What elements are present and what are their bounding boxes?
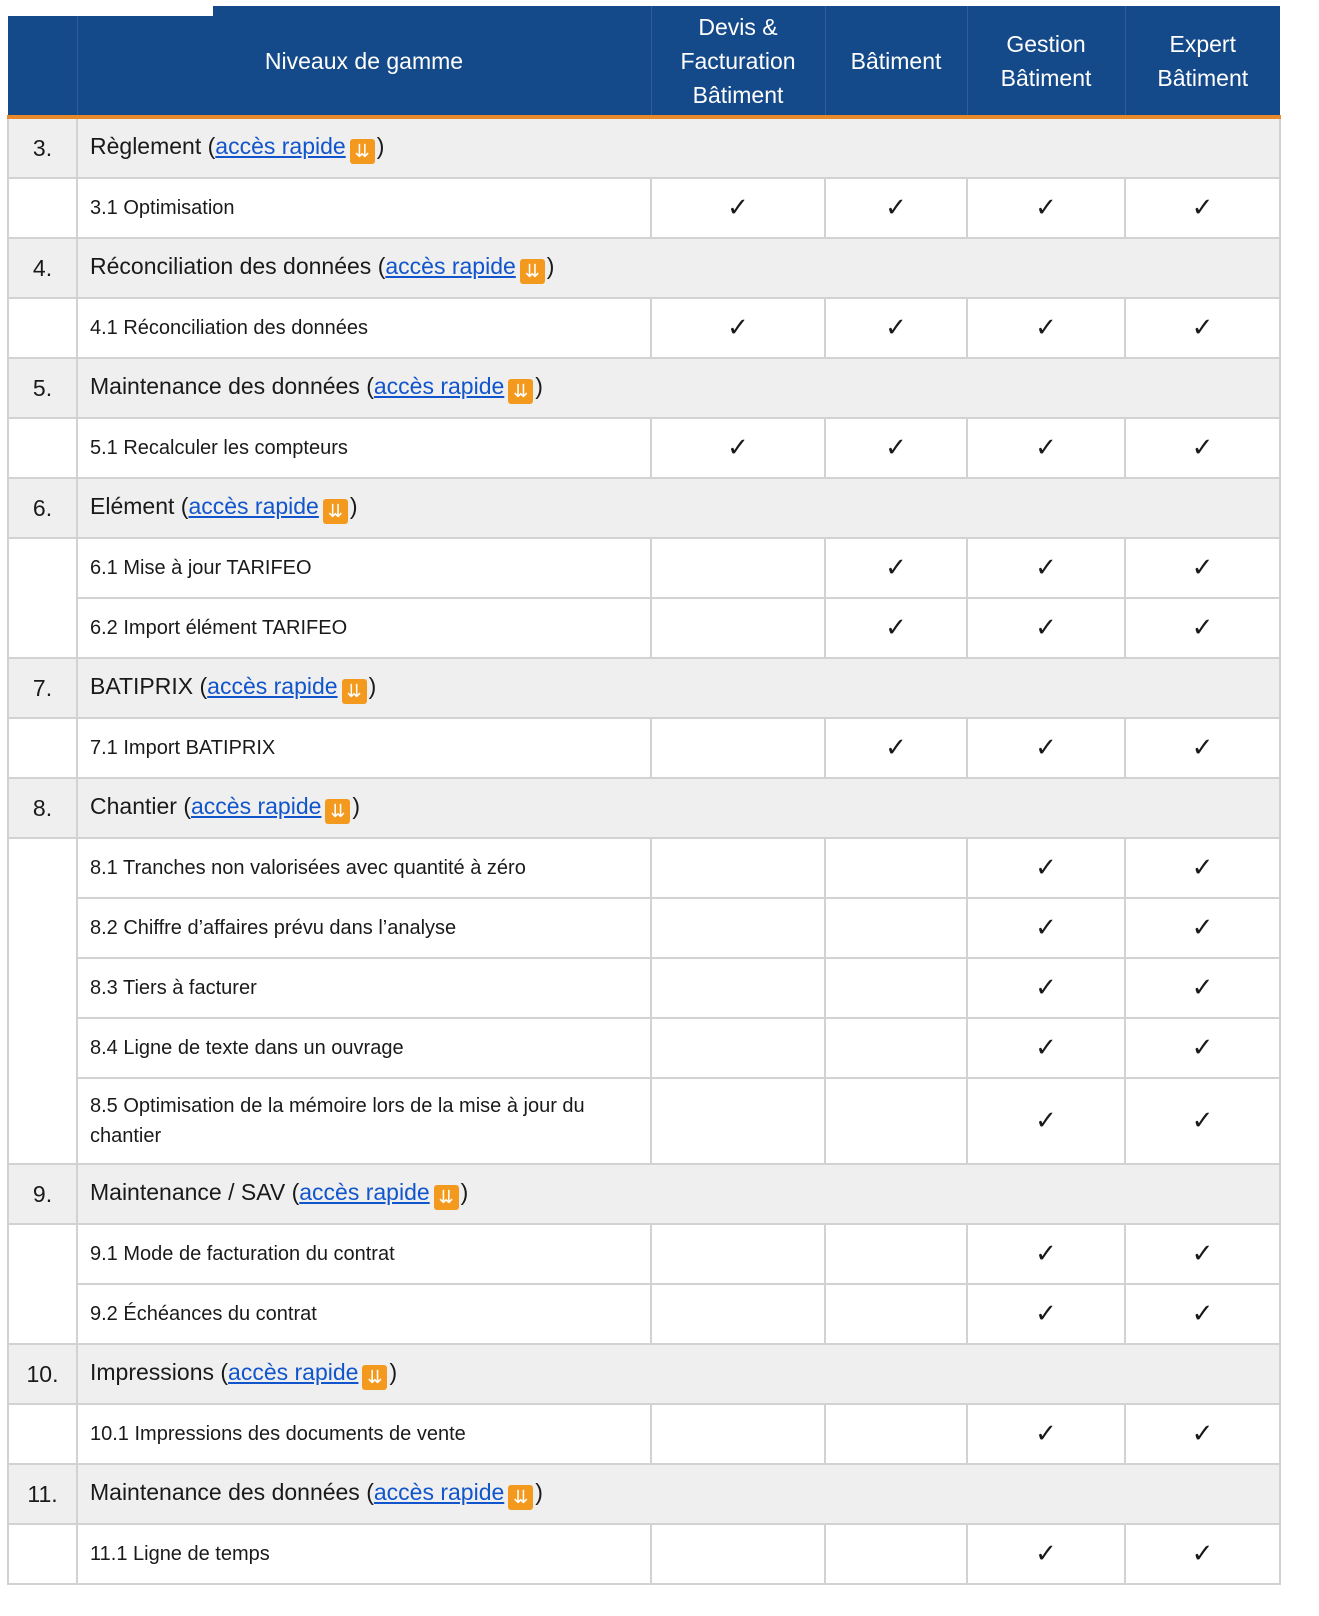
close-paren: ) — [535, 372, 543, 399]
empty-check-cell — [651, 718, 825, 778]
empty-check-cell — [651, 1224, 825, 1284]
section-title: Maintenance / SAV — [90, 1178, 292, 1205]
section-title: Réconciliation des données — [90, 252, 378, 279]
close-paren: ) — [460, 1178, 469, 1205]
quick-access-link[interactable]: accès rapide — [215, 132, 346, 159]
open-paren: ( — [366, 1478, 374, 1505]
empty-check-cell — [651, 1524, 825, 1584]
item-label: 8.5 Optimisation de la mémoire lors de la mise à jour du chantier — [77, 1078, 651, 1164]
quick-access-link[interactable]: accès rapide — [228, 1358, 359, 1385]
quick-access-link[interactable]: accès rapide — [188, 492, 319, 519]
section-title: Impressions — [90, 1358, 221, 1385]
section-row — [8, 1344, 1280, 1404]
section-row — [8, 478, 1280, 538]
empty-number-cell — [8, 538, 77, 658]
double-down-arrow-icon[interactable]: ⇊ — [362, 1365, 387, 1390]
checkmark-icon: ✓ — [1125, 718, 1280, 778]
table-row — [8, 898, 1280, 958]
quick-access-link[interactable]: accès rapide — [373, 372, 505, 399]
checkmark-icon: ✓ — [651, 418, 825, 478]
close-paren: ) — [535, 1478, 543, 1505]
double-down-arrow-icon[interactable]: ⇊ — [520, 259, 545, 284]
empty-check-cell — [825, 898, 967, 958]
empty-check-cell — [825, 1018, 967, 1078]
checkmark-icon: ✓ — [1125, 538, 1280, 598]
empty-check-cell — [825, 1078, 967, 1164]
checkmark-icon: ✓ — [967, 1284, 1125, 1344]
table-row — [8, 418, 1280, 478]
empty-number-cell — [8, 1224, 77, 1344]
empty-number-cell — [8, 1524, 77, 1584]
open-paren: ( — [220, 1358, 229, 1385]
close-paren: ) — [376, 132, 385, 159]
section-number: 9. — [8, 1164, 77, 1224]
table-row — [8, 838, 1280, 898]
empty-check-cell — [651, 838, 825, 898]
checkmark-icon: ✓ — [1125, 1224, 1280, 1284]
header-notch — [7, 6, 213, 16]
close-paren: ) — [349, 492, 358, 519]
checkmark-icon: ✓ — [967, 178, 1125, 238]
item-label: 11.1 Ligne de temps — [77, 1524, 651, 1584]
checkmark-icon: ✓ — [1125, 298, 1280, 358]
double-down-arrow-icon[interactable]: ⇊ — [342, 679, 367, 704]
section-number: 11. — [8, 1464, 77, 1524]
section-number: 3. — [8, 117, 77, 178]
item-label: 4.1 Réconciliation des données — [77, 298, 651, 358]
section-title-cell — [77, 1344, 1280, 1404]
empty-check-cell — [825, 958, 967, 1018]
open-paren: ( — [291, 1178, 300, 1205]
header-corner — [8, 6, 77, 117]
close-paren: ) — [352, 792, 361, 819]
empty-check-cell — [651, 1284, 825, 1344]
table-row — [8, 178, 1280, 238]
checkmark-icon: ✓ — [1125, 418, 1280, 478]
section-title: Elément — [90, 492, 181, 519]
empty-number-cell — [8, 1404, 77, 1464]
table-row — [8, 1018, 1280, 1078]
checkmark-icon: ✓ — [1125, 1524, 1280, 1584]
empty-check-cell — [825, 1524, 967, 1584]
section-row — [8, 658, 1280, 718]
open-paren: ( — [199, 672, 208, 699]
section-row — [8, 1164, 1280, 1224]
checkmark-icon: ✓ — [651, 298, 825, 358]
empty-number-cell — [8, 838, 77, 1164]
header-col-gestion-batiment: Gestion Bâtiment — [967, 6, 1125, 117]
checkmark-icon: ✓ — [967, 1524, 1125, 1584]
double-down-arrow-icon[interactable]: ⇊ — [325, 799, 350, 824]
section-row — [8, 117, 1280, 178]
item-label: 8.3 Tiers à facturer — [77, 958, 651, 1018]
checkmark-icon: ✓ — [1125, 1284, 1280, 1344]
empty-check-cell — [825, 838, 967, 898]
checkmark-icon: ✓ — [967, 1018, 1125, 1078]
quick-access-link[interactable]: accès rapide — [207, 672, 338, 699]
checkmark-icon: ✓ — [1125, 598, 1280, 658]
section-title-cell — [77, 1464, 1280, 1524]
close-paren: ) — [546, 252, 555, 279]
section-title: Chantier — [90, 792, 184, 819]
checkmark-icon: ✓ — [825, 298, 967, 358]
section-title-cell — [77, 1164, 1280, 1224]
section-number: 7. — [8, 658, 77, 718]
checkmark-icon: ✓ — [967, 1224, 1125, 1284]
checkmark-icon: ✓ — [825, 418, 967, 478]
empty-check-cell — [825, 1284, 967, 1344]
table-row — [8, 1404, 1280, 1464]
double-down-arrow-icon[interactable]: ⇊ — [323, 499, 348, 524]
checkmark-icon: ✓ — [967, 1404, 1125, 1464]
open-paren: ( — [207, 132, 216, 159]
section-number: 8. — [8, 778, 77, 838]
table-row — [8, 1284, 1280, 1344]
checkmark-icon: ✓ — [967, 718, 1125, 778]
section-title: BATIPRIX — [90, 672, 200, 699]
empty-number-cell — [8, 298, 77, 358]
quick-access-link[interactable]: accès rapide — [373, 1478, 505, 1505]
empty-check-cell — [651, 1018, 825, 1078]
open-paren: ( — [183, 792, 191, 819]
checkmark-icon: ✓ — [967, 538, 1125, 598]
header-col-batiment: Bâtiment — [825, 6, 967, 117]
header-col-devis-facturation: Devis & Facturation Bâtiment — [651, 6, 825, 117]
close-paren: ) — [389, 1358, 398, 1385]
item-label: 3.1 Optimisation — [77, 178, 651, 238]
open-paren: ( — [366, 372, 374, 399]
table-row — [8, 958, 1280, 1018]
open-paren: ( — [377, 252, 386, 279]
section-title-cell — [77, 778, 1280, 838]
item-label: 6.2 Import élément TARIFEO — [77, 598, 651, 658]
checkmark-icon: ✓ — [1125, 838, 1280, 898]
section-number: 10. — [8, 1344, 77, 1404]
empty-check-cell — [651, 898, 825, 958]
double-down-arrow-icon[interactable]: ⇊ — [508, 379, 533, 404]
section-number: 6. — [8, 478, 77, 538]
section-title-cell — [77, 117, 1280, 178]
checkmark-icon: ✓ — [1125, 1404, 1280, 1464]
table-row — [8, 538, 1280, 598]
checkmark-icon: ✓ — [967, 418, 1125, 478]
empty-number-cell — [8, 718, 77, 778]
open-paren: ( — [180, 492, 189, 519]
double-down-arrow-icon[interactable]: ⇊ — [350, 139, 375, 164]
section-title: Maintenance des données — [90, 372, 367, 399]
section-title: Maintenance des données — [90, 1478, 367, 1505]
close-paren: ) — [368, 672, 377, 699]
checkmark-icon: ✓ — [1125, 178, 1280, 238]
checkmark-icon: ✓ — [1125, 1018, 1280, 1078]
empty-check-cell — [651, 1078, 825, 1164]
checkmark-icon: ✓ — [825, 538, 967, 598]
item-label: 5.1 Recalculer les compteurs — [77, 418, 651, 478]
checkmark-icon: ✓ — [967, 598, 1125, 658]
double-down-arrow-icon[interactable]: ⇊ — [508, 1485, 533, 1510]
empty-check-cell — [651, 958, 825, 1018]
checkmark-icon: ✓ — [967, 838, 1125, 898]
checkmark-icon: ✓ — [967, 1078, 1125, 1164]
item-label: 10.1 Impressions des documents de vente — [77, 1404, 651, 1464]
table-row — [8, 1224, 1280, 1284]
checkmark-icon: ✓ — [1125, 898, 1280, 958]
item-label: 7.1 Import BATIPRIX — [77, 718, 651, 778]
checkmark-icon: ✓ — [1125, 1078, 1280, 1164]
section-row — [8, 778, 1280, 838]
item-label: 6.1 Mise à jour TARIFEO — [77, 538, 651, 598]
table-row — [8, 298, 1280, 358]
table-row — [8, 598, 1280, 658]
table-row — [8, 1078, 1280, 1164]
checkmark-icon: ✓ — [825, 718, 967, 778]
double-down-arrow-icon[interactable]: ⇊ — [434, 1185, 459, 1210]
empty-number-cell — [8, 178, 77, 238]
table-header-row — [8, 6, 1280, 117]
section-number: 4. — [8, 238, 77, 298]
empty-check-cell — [651, 598, 825, 658]
section-title-cell — [77, 358, 1280, 418]
quick-access-link[interactable]: accès rapide — [191, 792, 322, 819]
item-label: 9.2 Échéances du contrat — [77, 1284, 651, 1344]
section-title-cell — [77, 478, 1280, 538]
item-label: 8.2 Chiffre d’affaires prévu dans l’analyse — [77, 898, 651, 958]
section-number: 5. — [8, 358, 77, 418]
checkmark-icon: ✓ — [825, 598, 967, 658]
checkmark-icon: ✓ — [1125, 958, 1280, 1018]
section-row — [8, 1464, 1280, 1524]
quick-access-link[interactable]: accès rapide — [299, 1178, 430, 1205]
table-row — [8, 1524, 1280, 1584]
table-row — [8, 718, 1280, 778]
item-label: 8.4 Ligne de texte dans un ouvrage — [77, 1018, 651, 1078]
checkmark-icon: ✓ — [967, 898, 1125, 958]
empty-check-cell — [825, 1404, 967, 1464]
quick-access-link[interactable]: accès rapide — [385, 252, 516, 279]
header-levels-label: Niveaux de gamme — [77, 6, 651, 117]
checkmark-icon: ✓ — [967, 958, 1125, 1018]
checkmark-icon: ✓ — [825, 178, 967, 238]
section-title: Règlement — [90, 132, 208, 159]
empty-check-cell — [651, 1404, 825, 1464]
checkmark-icon: ✓ — [651, 178, 825, 238]
item-label: 8.1 Tranches non valorisées avec quantité à zéro — [77, 838, 651, 898]
range-levels-table — [7, 6, 1281, 1585]
empty-check-cell — [825, 1224, 967, 1284]
empty-number-cell — [8, 418, 77, 478]
section-row — [8, 238, 1280, 298]
checkmark-icon: ✓ — [967, 298, 1125, 358]
section-row — [8, 358, 1280, 418]
empty-check-cell — [651, 538, 825, 598]
item-label: 9.1 Mode de facturation du contrat — [77, 1224, 651, 1284]
section-title-cell — [77, 658, 1280, 718]
header-col-expert-batiment: Expert Bâtiment — [1125, 6, 1280, 117]
table-body — [8, 117, 1280, 1584]
section-title-cell — [77, 238, 1280, 298]
